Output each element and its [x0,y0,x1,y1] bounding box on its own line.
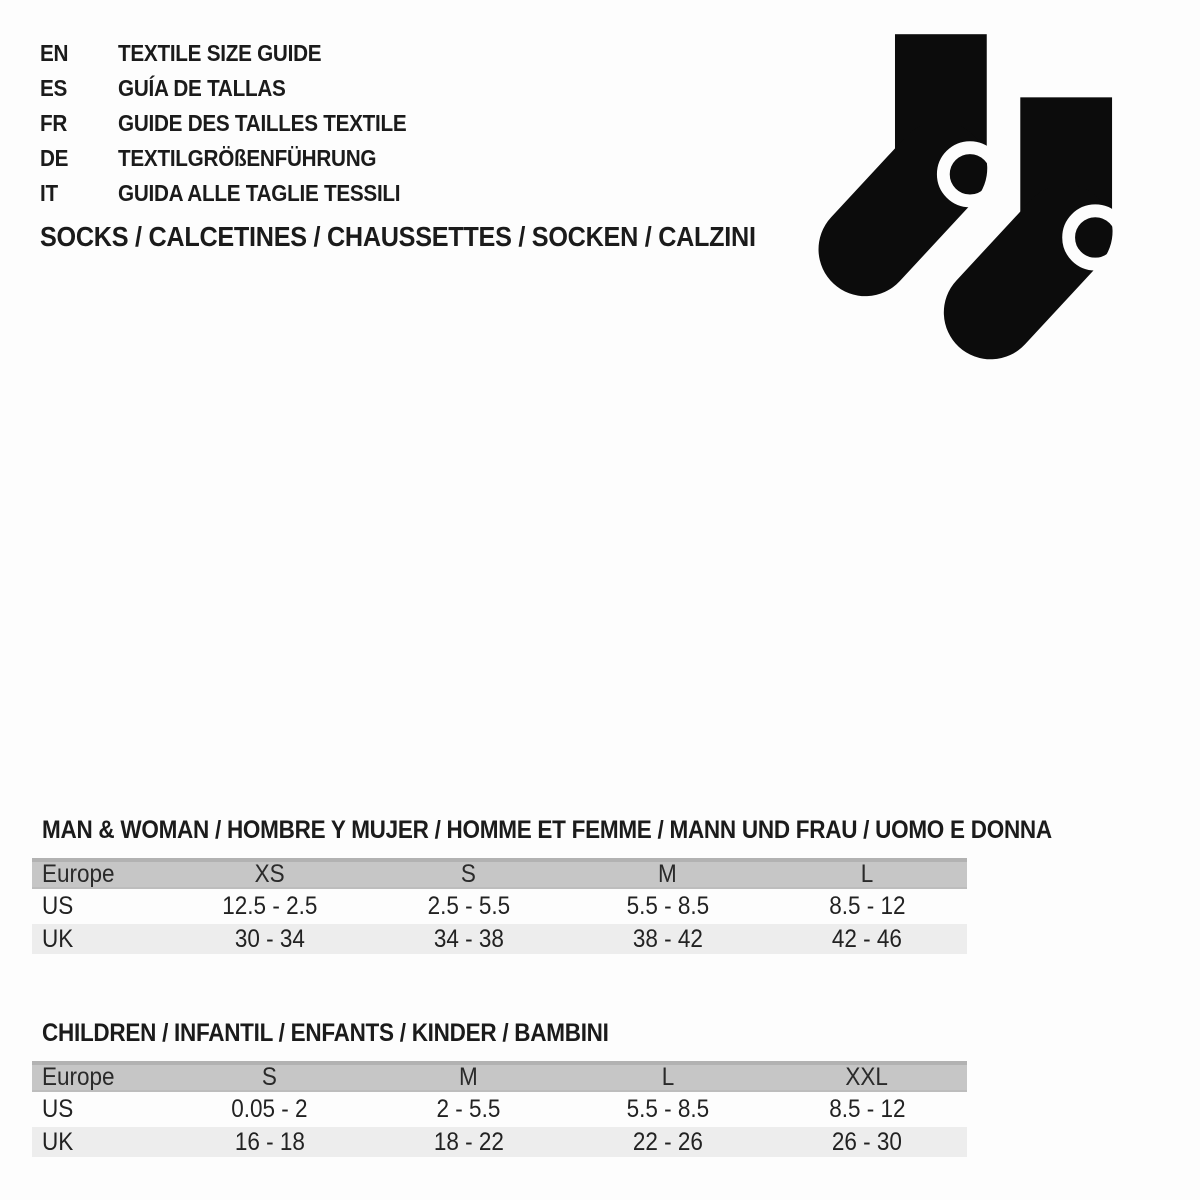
guide-title-es: GUÍA DE TALLAS [118,75,286,101]
column-header-size-m: M [369,1061,568,1092]
guide-title-it: GUIDA ALLE TAGLIE TESSILI [118,180,401,206]
language-row-de [40,141,439,176]
size-cell: 42 - 46 [767,924,967,954]
language-code-de: DE [40,145,69,171]
column-header-region: Europe [32,1061,170,1092]
children-size-table [32,1061,967,1157]
language-title-list [40,36,439,211]
language-code-fr: FR [40,110,68,136]
language-code-it: IT [40,180,58,206]
size-cell: 34 - 38 [369,924,568,954]
column-header-size-s: S [170,1061,369,1092]
language-row-fr [40,106,439,141]
row-label-uk: UK [32,1127,170,1157]
man-woman-table-title [42,817,1164,843]
size-cell: 2.5 - 5.5 [427,892,510,920]
sock-left-icon [865,34,996,249]
size-cell: 26 - 30 [767,1127,967,1157]
size-cell: 38 - 42 [568,924,767,954]
man-woman-size-table [32,858,967,954]
size-cell: 18 - 22 [369,1127,568,1157]
size-cell: 2 - 5.5 [436,1095,501,1123]
guide-title-de: TEXTILGRÖßENFÜHRUNG [118,145,377,171]
row-label-us: US [42,892,74,920]
column-header-size-l: L [568,1061,767,1092]
children-table-title-text: CHILDREN / INFANTIL / ENFANTS / KINDER / BAMBINI [42,1019,609,1047]
language-row-en [40,36,439,71]
column-header-size-xxl: XXL [767,1061,967,1092]
size-cell: 5.5 - 8.5 [626,1095,709,1123]
guide-title-en: TEXTILE SIZE GUIDE [118,40,322,66]
size-cell: 8.5 - 12 [828,1095,906,1123]
column-header-region: Europe [32,858,170,889]
size-cell: 22 - 26 [568,1127,767,1157]
column-header-size-xs: XS [170,858,369,889]
socks-icon [820,34,1116,360]
row-label-us: US [42,1095,74,1123]
size-cell: 5.5 - 8.5 [626,892,709,920]
column-header-size-m: M [568,858,767,889]
size-cell: 0.05 - 2 [231,1095,308,1123]
language-code-es: ES [40,75,68,101]
sock-right-icon [991,97,1122,312]
category-heading [40,222,835,252]
size-cell: 30 - 34 [170,924,369,954]
column-header-size-s: S [369,858,568,889]
language-code-en: EN [40,40,69,66]
size-cell: 8.5 - 12 [828,892,906,920]
size-cell: 12.5 - 2.5 [221,892,318,920]
row-label-uk: UK [32,924,170,954]
size-cell: 16 - 18 [170,1127,369,1157]
children-table-title [42,1020,672,1046]
language-row-es [40,71,439,106]
language-row-it [40,176,439,211]
man-woman-table-title-text: MAN & WOMAN / HOMBRE Y MUJER / HOMME ET FEMME / MANN UND FRAU / UOMO E DONNA [42,816,1052,844]
column-header-size-l: L [767,858,967,889]
category-heading-text: SOCKS / CALCETINES / CHAUSSETTES / SOCKEN / CALZINI [40,221,756,252]
guide-title-fr: GUIDE DES TAILLES TEXTILE [118,110,407,136]
